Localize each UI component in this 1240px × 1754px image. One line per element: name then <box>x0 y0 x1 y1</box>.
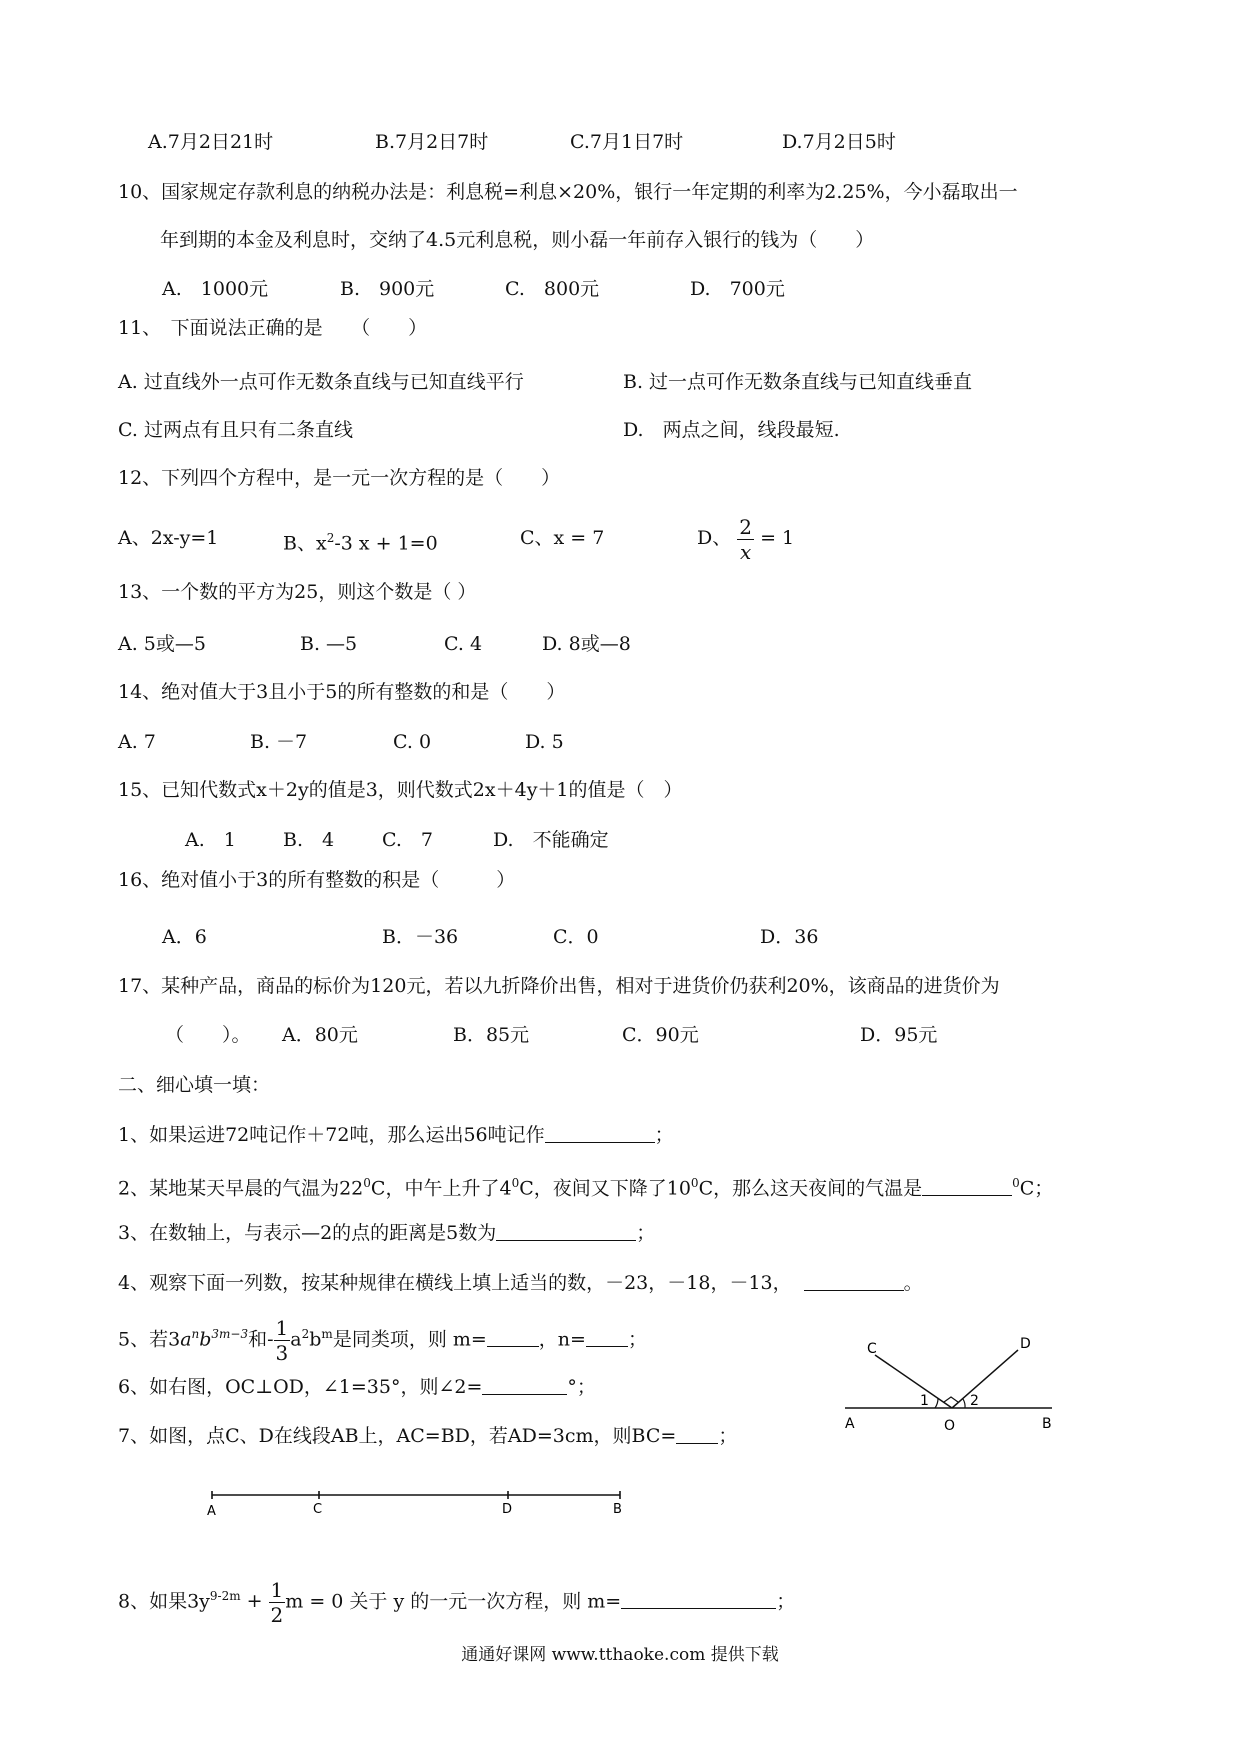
fill-1 <box>118 1122 674 1147</box>
section-2-title: 二、细心填一填： <box>118 1074 271 1096</box>
exponent-2: 2 <box>301 1327 310 1341</box>
q17-stem-line2: （ ）。 <box>165 1024 251 1046</box>
q11-option-c: C. 过两点有且只有二条直线 <box>118 419 353 441</box>
q16-option-c: C．0 <box>553 926 599 948</box>
fill-2-part4: C，那么这天夜间的气温是 <box>698 1177 923 1200</box>
fill-2-blank[interactable] <box>922 1175 1012 1196</box>
fill-7-blank[interactable] <box>676 1423 718 1444</box>
q11-option-a: A. 过直线外一点可作无数条直线与已知直线平行 <box>118 371 524 393</box>
q15-stem: 15、已知代数式x＋2y的值是3，则代数式2x＋4y＋1的值是（ ） <box>118 779 683 801</box>
q11-option-d: D. 两点之间，线段最短. <box>623 419 840 441</box>
label-a: A <box>207 1504 216 1519</box>
fill-5-fraction <box>274 1315 291 1365</box>
ray-oc <box>875 1355 952 1408</box>
fill-8 <box>118 1568 795 1629</box>
q9-option-b: B.7月2日7时 <box>375 131 489 153</box>
q10-option-c: C. 800元 <box>505 278 600 300</box>
fill-1-blank[interactable] <box>545 1122 655 1143</box>
q17-option-c: C．90元 <box>622 1024 699 1046</box>
exponent-n: n <box>191 1327 200 1341</box>
fill-5-part1: 5、若3 <box>118 1328 181 1351</box>
fill-4-end: 。 <box>903 1272 923 1294</box>
fill-6-end: °； <box>567 1376 596 1398</box>
q13-option-b: B. —5 <box>300 633 358 655</box>
q17-stem-line1: 17、某种产品，商品的标价为120元，若以九折降价出售，相对于进货价仍获利20%，该商品的进货价为 <box>118 975 1000 997</box>
q13-option-a: A. 5或—5 <box>118 633 206 655</box>
label-d: D <box>502 1502 513 1517</box>
var-b: b <box>309 1328 322 1351</box>
angle-1-arc <box>935 1398 938 1408</box>
fill-6-text: 6、如右图，OC⊥OD，∠1=35°，则∠2= <box>118 1376 483 1398</box>
fill-2-end: C； <box>1019 1177 1054 1200</box>
q12-option-d-fraction <box>737 514 754 564</box>
fill-5 <box>118 1306 647 1367</box>
fill-6-blank[interactable] <box>482 1374 567 1395</box>
q12-option-d-label: D、 <box>697 527 732 549</box>
fill-4-blank[interactable] <box>804 1270 904 1291</box>
fill-2-part2: C，中午上升了4 <box>370 1177 512 1200</box>
fill-5-part2: 是同类项，则 m= <box>332 1328 487 1351</box>
exponent-m: m <box>321 1327 333 1341</box>
fill-1-end: ； <box>654 1124 674 1146</box>
label-c: C <box>867 1341 877 1357</box>
fill-5-end: ； <box>627 1328 647 1351</box>
var-a: a <box>290 1328 302 1351</box>
q15-option-b: B. 4 <box>283 829 335 851</box>
fill-3-text: 3、在数轴上，与表示—2的点的距离是5数为 <box>118 1222 497 1244</box>
q9-option-a: A.7月2日21时 <box>148 131 274 153</box>
q11-option-b: B. 过一点可作无数条直线与已知直线垂直 <box>623 371 973 393</box>
fill-4-text: 4、观察下面一列数，按某种规律在横线上填上适当的数，－23，－18，－13， <box>118 1272 792 1294</box>
label-angle-2: 2 <box>970 1393 979 1409</box>
fraction-denominator: 2 <box>270 1602 284 1627</box>
q14-option-d: D. 5 <box>525 731 564 753</box>
q12-option-a: A、2x-y=1 <box>118 527 219 549</box>
q11-stem: 11、 下面说法正确的是 （ ） <box>118 317 428 339</box>
fill-2-part1: 2、某地某天早晨的气温为22 <box>118 1177 364 1200</box>
fraction-denominator: x <box>740 539 752 564</box>
fill-8-part1: 8、如果3y <box>118 1590 210 1613</box>
q10-stem-line1: 10、国家规定存款利息的纳税办法是：利息税=利息×20%，银行一年定期的利率为2.25%，今小磊取出一 <box>118 181 1018 203</box>
q13-option-c: C. 4 <box>444 633 483 655</box>
q13-stem: 13、一个数的平方为25，则这个数是（ ） <box>118 581 477 603</box>
fraction-numerator: 2 <box>739 514 753 539</box>
q17-option-d: D．95元 <box>860 1024 938 1046</box>
q16-option-b: B．－36 <box>382 926 459 948</box>
q10-option-d: D. 700元 <box>690 278 785 300</box>
fill-2 <box>118 1171 1053 1200</box>
q9-option-c: C.7月1日7时 <box>570 131 684 153</box>
q12-option-b-post: -3 x + 1=0 <box>334 532 438 555</box>
label-a: A <box>845 1416 855 1432</box>
fill-3-end: ； <box>636 1222 656 1244</box>
fill-8-part2: m = 0 关于 y 的一元一次方程，则 m= <box>285 1590 622 1613</box>
degree-mark: 0 <box>1012 1176 1020 1190</box>
fill-5-and: 和- <box>248 1328 274 1351</box>
degree-mark: 0 <box>511 1176 520 1190</box>
fill-8-end: ； <box>776 1590 796 1613</box>
fill-6 <box>118 1374 596 1399</box>
fraction-numerator: 1 <box>270 1577 284 1602</box>
degree-mark: 0 <box>690 1176 699 1190</box>
q12-option-d-rhs: = 1 <box>760 527 795 549</box>
var-b: b <box>199 1328 212 1351</box>
q12-option-b-exponent: 2 <box>326 531 335 545</box>
fill-8-blank[interactable] <box>621 1588 776 1609</box>
fill-4 <box>118 1270 923 1295</box>
q15-option-c: C. 7 <box>382 829 433 851</box>
angle-figure <box>840 1320 1065 1438</box>
exponent-9-2m: 9-2m <box>209 1589 241 1603</box>
q14-option-c: C. 0 <box>393 731 432 753</box>
page-footer: 通通好课网 www.tthaoke.com 提供下载 <box>461 1645 779 1665</box>
ray-od <box>952 1350 1018 1408</box>
q12-option-c: C、x = 7 <box>520 527 605 549</box>
q17-option-a: A．80元 <box>282 1024 358 1046</box>
right-angle-mark <box>944 1397 958 1402</box>
fill-5-blank-n[interactable] <box>586 1326 628 1347</box>
q16-option-a: A．6 <box>162 926 207 948</box>
q15-option-d: D. 不能确定 <box>493 829 609 851</box>
label-b: B <box>1042 1416 1052 1432</box>
fill-3-blank[interactable] <box>496 1220 636 1241</box>
fill-7-text: 7、如图，点C、D在线段AB上，AC=BD，若AD=3cm，则BC= <box>118 1425 677 1447</box>
fraction-numerator: 1 <box>275 1315 289 1340</box>
q12-stem: 12、下列四个方程中，是一元一次方程的是（ ） <box>118 467 561 489</box>
q17-option-b: B．85元 <box>453 1024 530 1046</box>
fraction-denominator: 3 <box>275 1340 289 1365</box>
fill-5-blank-m[interactable] <box>487 1326 539 1347</box>
q9-option-d: D.7月2日5时 <box>782 131 896 153</box>
label-c: C <box>313 1502 323 1517</box>
label-d: D <box>1020 1336 1031 1352</box>
q16-stem: 16、绝对值小于3的所有整数的积是（ ） <box>118 869 516 891</box>
q12-option-b <box>283 526 438 555</box>
q14-option-b: B. －7 <box>250 731 308 753</box>
q12-option-b-pre: B、x <box>283 532 327 555</box>
fill-8-fraction <box>269 1577 286 1627</box>
var-a: a <box>180 1328 192 1351</box>
q10-option-b: B. 900元 <box>340 278 435 300</box>
q13-option-d: D. 8或—8 <box>542 633 631 655</box>
label-angle-1: 1 <box>920 1393 929 1409</box>
label-b: B <box>613 1502 622 1517</box>
fill-7-end: ； <box>718 1425 738 1447</box>
fill-3 <box>118 1220 655 1245</box>
q12-option-d <box>697 510 794 566</box>
q14-stem: 14、绝对值大于3且小于5的所有整数的和是（ ） <box>118 681 566 703</box>
fill-2-part3: C，夜间又下降了10 <box>519 1177 691 1200</box>
fill-5-part3: ，n= <box>538 1328 586 1351</box>
label-o: O <box>944 1418 956 1434</box>
q10-option-a: A. 1000元 <box>162 278 269 300</box>
segment-figure <box>200 1480 630 1520</box>
plus-sign: + <box>246 1590 263 1613</box>
q16-option-d: D．36 <box>760 926 819 948</box>
q10-stem-line2: 年到期的本金及利息时，交纳了4.5元利息税，则小磊一年前存入银行的钱为（ ） <box>160 229 875 251</box>
fill-7 <box>118 1423 737 1448</box>
fill-1-text: 1、如果运进72吨记作＋72吨，那么运出56吨记作 <box>118 1124 545 1146</box>
degree-mark: 0 <box>363 1176 371 1190</box>
q14-option-a: A. 7 <box>118 731 156 753</box>
q15-option-a: A. 1 <box>185 829 236 851</box>
angle-2-arc <box>963 1399 965 1408</box>
exponent-3m-3: 3m−3 <box>211 1327 249 1341</box>
